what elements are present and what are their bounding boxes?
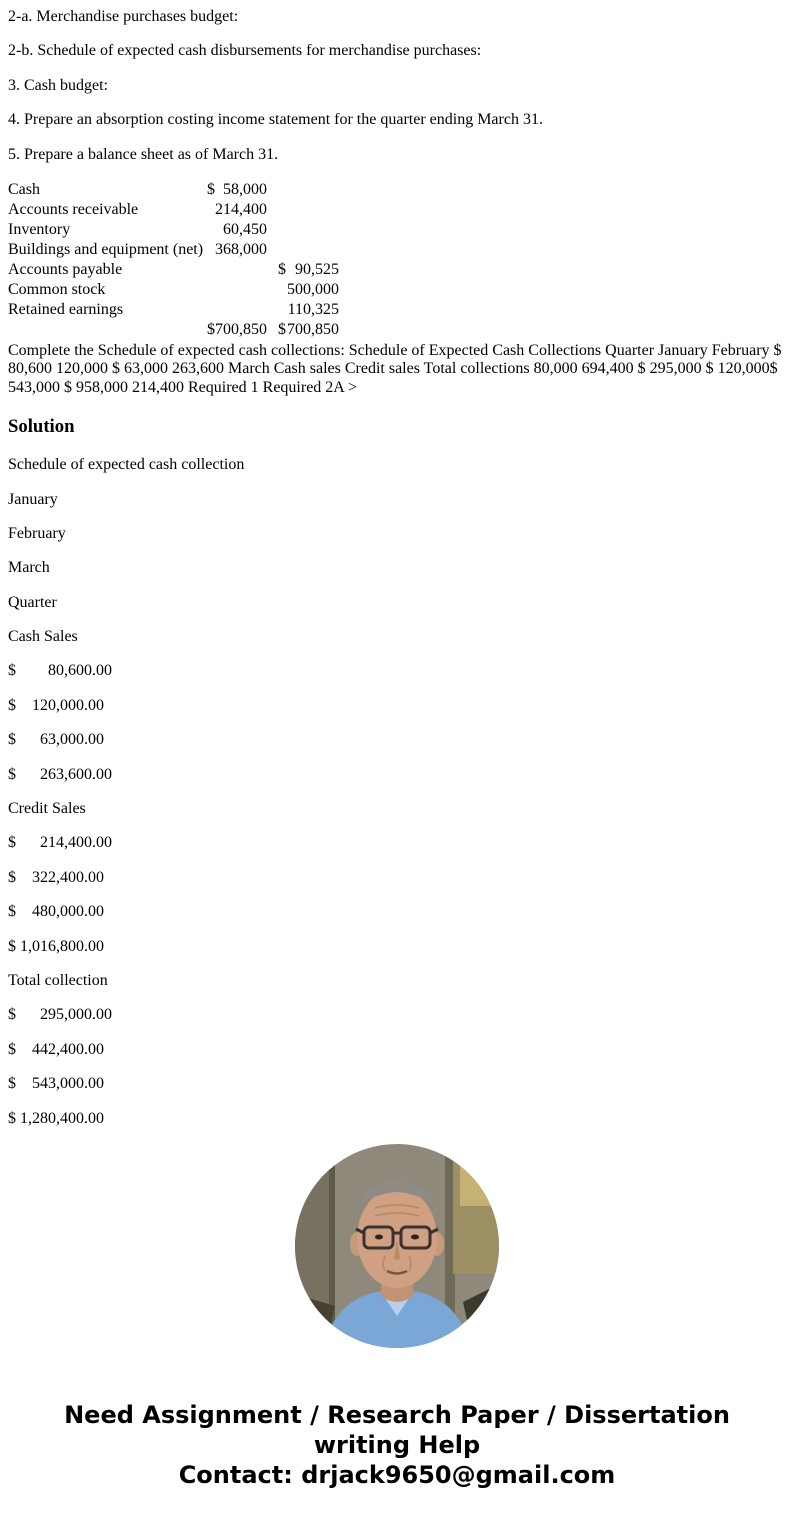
dollar-sign <box>207 300 215 320</box>
dollar-sign: $ <box>278 320 286 338</box>
table-row <box>8 200 339 220</box>
requirement-item: 5. Prepare a balance sheet as of March 31. <box>8 145 279 163</box>
account-label: Accounts payable <box>8 260 123 278</box>
dollar-sign <box>267 280 286 300</box>
dollar-sign: $ <box>207 320 215 338</box>
dollar-sign: $ <box>207 180 215 198</box>
solution-line: Quarter <box>8 593 57 611</box>
dollar-sign <box>207 280 215 300</box>
table-row <box>8 220 339 240</box>
table-row-totals <box>8 320 339 340</box>
account-label: Buildings and equipment (net) <box>8 240 204 258</box>
solution-amount: $ 214,400.00 <box>8 834 112 852</box>
account-label: Inventory <box>8 220 71 238</box>
dollar-sign <box>207 240 215 260</box>
solution-amount: $ 263,600.00 <box>8 765 112 783</box>
solution-line: February <box>8 524 66 542</box>
footer-banner <box>12 1400 782 1490</box>
dollar-sign: $ <box>278 260 286 278</box>
dollar-sign <box>267 300 286 320</box>
footer-help-text: Need Assignment / Research Paper / Dissertation writing Help <box>64 1400 730 1459</box>
requirement-item: 4. Prepare an absorption costing income statement for the quarter ending March 31. <box>8 111 543 129</box>
prompt-paragraph: Complete the Schedule of expected cash collections: Schedule of Expected Cash Collections Quarter January February $ 80,600 120,000 $ 63,000 263,600 March Cash sales Credit sales Total collections 80,000 694,400 $ 295,000 $ 120,000$ 543,000 $ 958,000 214,400 Required 1 Required 2A > <box>8 341 782 396</box>
solution-amount: $ 480,000.00 <box>8 903 104 921</box>
table-row <box>8 180 339 200</box>
asset-amount <box>215 300 267 320</box>
asset-amount: 58,000 <box>223 180 267 198</box>
solution-line: January <box>8 490 58 508</box>
solution-line: Cash Sales <box>8 628 78 646</box>
solution-line: Total collection <box>8 971 108 989</box>
liability-amount <box>286 200 339 220</box>
table-row <box>8 280 339 300</box>
solution-line: Credit Sales <box>8 800 86 818</box>
solution-line: Schedule of expected cash collection <box>8 456 245 474</box>
account-label <box>8 320 207 340</box>
liability-amount <box>286 180 339 200</box>
liability-amount <box>286 240 339 260</box>
solution-line: March <box>8 559 50 577</box>
solution-amount: $ 322,400.00 <box>8 868 104 886</box>
balance-sheet-table <box>8 180 339 340</box>
asset-amount: 214,400 <box>215 200 267 218</box>
requirement-item: 3. Cash budget: <box>8 76 108 94</box>
requirement-item: 2-a. Merchandise purchases budget: <box>8 8 239 25</box>
liability-total: 700,850 <box>287 320 339 338</box>
asset-amount <box>215 260 267 280</box>
dollar-sign <box>267 220 286 240</box>
liability-amount: 110,325 <box>287 300 339 318</box>
table-row <box>8 300 339 320</box>
account-label: Accounts receivable <box>8 200 139 218</box>
tutor-photo-illustration <box>295 1144 499 1348</box>
solution-body <box>8 456 786 1128</box>
footer-contact-email: Contact: drjack9650@gmail.com <box>178 1460 616 1489</box>
dollar-sign <box>207 220 215 240</box>
asset-total: 700,850 <box>215 320 267 338</box>
solution-heading: Solution <box>8 416 75 438</box>
account-label: Common stock <box>8 280 106 298</box>
solution-amount: $ 63,000.00 <box>8 731 104 749</box>
liability-amount <box>286 220 339 240</box>
table-row <box>8 260 339 280</box>
dollar-sign <box>207 200 215 220</box>
solution-amount: $ 543,000.00 <box>8 1075 104 1093</box>
dollar-sign <box>267 240 286 260</box>
solution-amount: $ 120,000.00 <box>8 696 104 714</box>
liability-amount: 500,000 <box>287 280 339 298</box>
solution-amount: $ 295,000.00 <box>8 1006 112 1024</box>
solution-amount: $ 1,016,800.00 <box>8 937 104 955</box>
liability-amount: 90,525 <box>295 260 339 278</box>
solution-amount: $ 80,600.00 <box>8 662 112 680</box>
requirement-item: 2-b. Schedule of expected cash disbursements for merchandise purchases: <box>8 42 482 60</box>
document-page <box>8 8 786 1490</box>
asset-amount: 368,000 <box>215 240 267 258</box>
account-label: Retained earnings <box>8 300 124 318</box>
dollar-sign <box>267 200 286 220</box>
tutor-photo <box>295 1144 499 1348</box>
solution-amount: $ 442,400.00 <box>8 1040 104 1058</box>
table-row <box>8 240 339 260</box>
asset-amount <box>215 280 267 300</box>
account-label: Cash <box>8 180 40 198</box>
dollar-sign <box>267 180 286 200</box>
solution-amount: $ 1,280,400.00 <box>8 1109 104 1127</box>
dollar-sign <box>207 260 215 280</box>
requirements-list <box>8 8 786 164</box>
asset-amount: 60,450 <box>223 220 267 238</box>
